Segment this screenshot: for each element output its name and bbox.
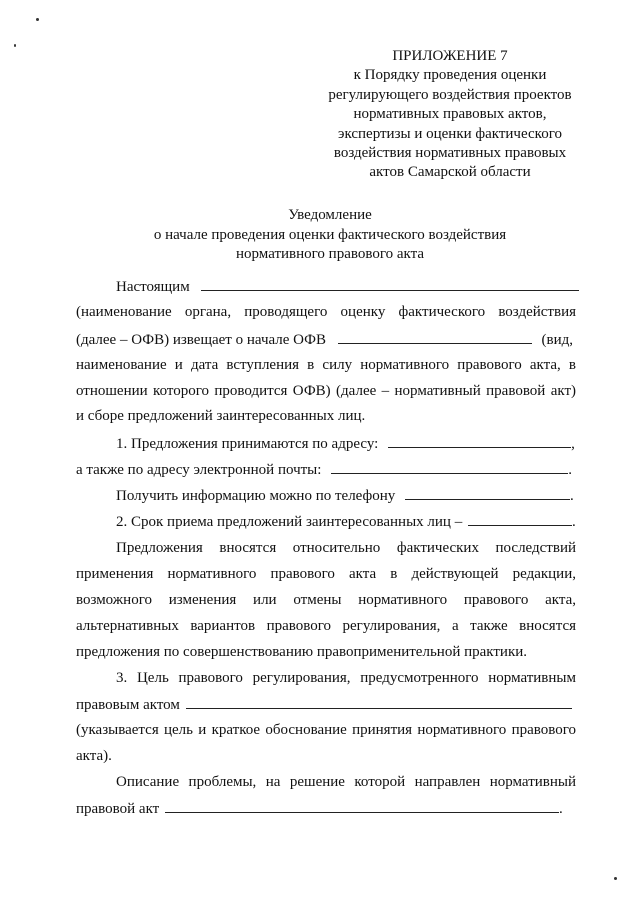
p7-line-3: (указывается цель и краткое обоснование принятия нормативного правового (76, 722, 576, 738)
p1-line-4: наименование и дата вступления в силу нормативного правового акта, в (76, 357, 576, 373)
email-field[interactable] (331, 459, 568, 474)
paragraph-2 (76, 433, 576, 454)
p6-line-4: альтернативных вариантов правового регулирования, а также вносятся (76, 618, 576, 634)
p7-line-2-text: правовым актом (76, 697, 180, 713)
p2-text: 1. Предложения принимаются по адресу: (116, 436, 379, 452)
p6-line-1: Предложения вносятся относительно фактических последствий (116, 540, 576, 556)
notice-heading (120, 206, 540, 265)
act-details-field[interactable] (338, 329, 532, 344)
scan-speck (614, 877, 617, 880)
paragraph-1-line-1 (76, 276, 576, 297)
appendix-header (300, 47, 600, 183)
notice-subtitle-line: нормативного правового акта (236, 246, 424, 262)
p5-dot: . (571, 514, 576, 530)
paragraph-4 (76, 485, 576, 506)
regulation-goal-field[interactable] (186, 694, 572, 709)
p6-line-2: применения нормативного правового акта в действующей редакции, (76, 566, 576, 582)
problem-description-field[interactable] (165, 798, 559, 813)
scan-speck (14, 44, 16, 47)
p2-comma: , (571, 436, 575, 452)
p8-line-2-text: правовой акт (76, 801, 160, 817)
p3-text: а также по адресу электронной почты: (76, 462, 322, 478)
appendix-line: нормативных правовых актов, (353, 106, 547, 123)
deadline-field[interactable] (468, 511, 572, 526)
p1-start-text: Настоящим (116, 279, 190, 295)
p1-line-5: отношении которого проводится ОФВ) (далее – нормативный правовой акт) (76, 383, 576, 399)
p1-line-3-text: (далее – ОФВ) извещает о начале ОФВ (76, 332, 327, 348)
p7-line-1: 3. Цель правового регулирования, предусмотренного нормативным (116, 670, 576, 686)
p7-line-4: акта). (76, 748, 112, 764)
notice-title: Уведомление (288, 207, 372, 223)
p4-dot: . (570, 488, 574, 504)
p5-text: 2. Срок приема предложений заинтересованных лиц – (116, 514, 463, 530)
paragraph-3 (76, 459, 576, 480)
appendix-line: воздействия нормативных правовых (333, 145, 567, 162)
p6-line-3: возможного изменения или отмены нормативного правового акта, (76, 592, 576, 608)
appendix-line: актов Самарской области (369, 164, 531, 181)
address-field[interactable] (388, 433, 571, 448)
p4-text: Получить информацию можно по телефону (116, 488, 396, 504)
p3-dot: . (568, 462, 572, 478)
p1-line-3-end: (вид, (541, 332, 574, 348)
paragraph-8-line-2 (76, 798, 576, 819)
organ-name-field[interactable] (201, 276, 579, 291)
paragraph-7-line-2 (76, 694, 576, 715)
p1-line-6: и сборе предложений заинтересованных лиц. (76, 408, 366, 424)
appendix-line: экспертизы и оценки фактического (338, 125, 562, 142)
p8-dot: . (558, 801, 563, 817)
appendix-line: к Порядку проведения оценки (353, 67, 547, 84)
paragraph-1-line-3 (76, 329, 576, 350)
p8-line-1: Описание проблемы, на решение которой направлен нормативный (116, 774, 576, 790)
appendix-line: регулирующего воздействия проектов (328, 86, 572, 103)
scan-speck (36, 18, 39, 21)
p1-line-2: (наименование органа, проводящего оценку фактического воздействия (76, 304, 576, 320)
paragraph-5 (76, 511, 576, 532)
phone-field[interactable] (405, 485, 570, 500)
p6-line-5: предложения по совершенствованию правоприменительной практики. (76, 644, 528, 660)
appendix-title: ПРИЛОЖЕНИЕ 7 (392, 48, 508, 64)
notice-subtitle-line: о начале проведения оценки фактического воздействия (153, 226, 507, 243)
